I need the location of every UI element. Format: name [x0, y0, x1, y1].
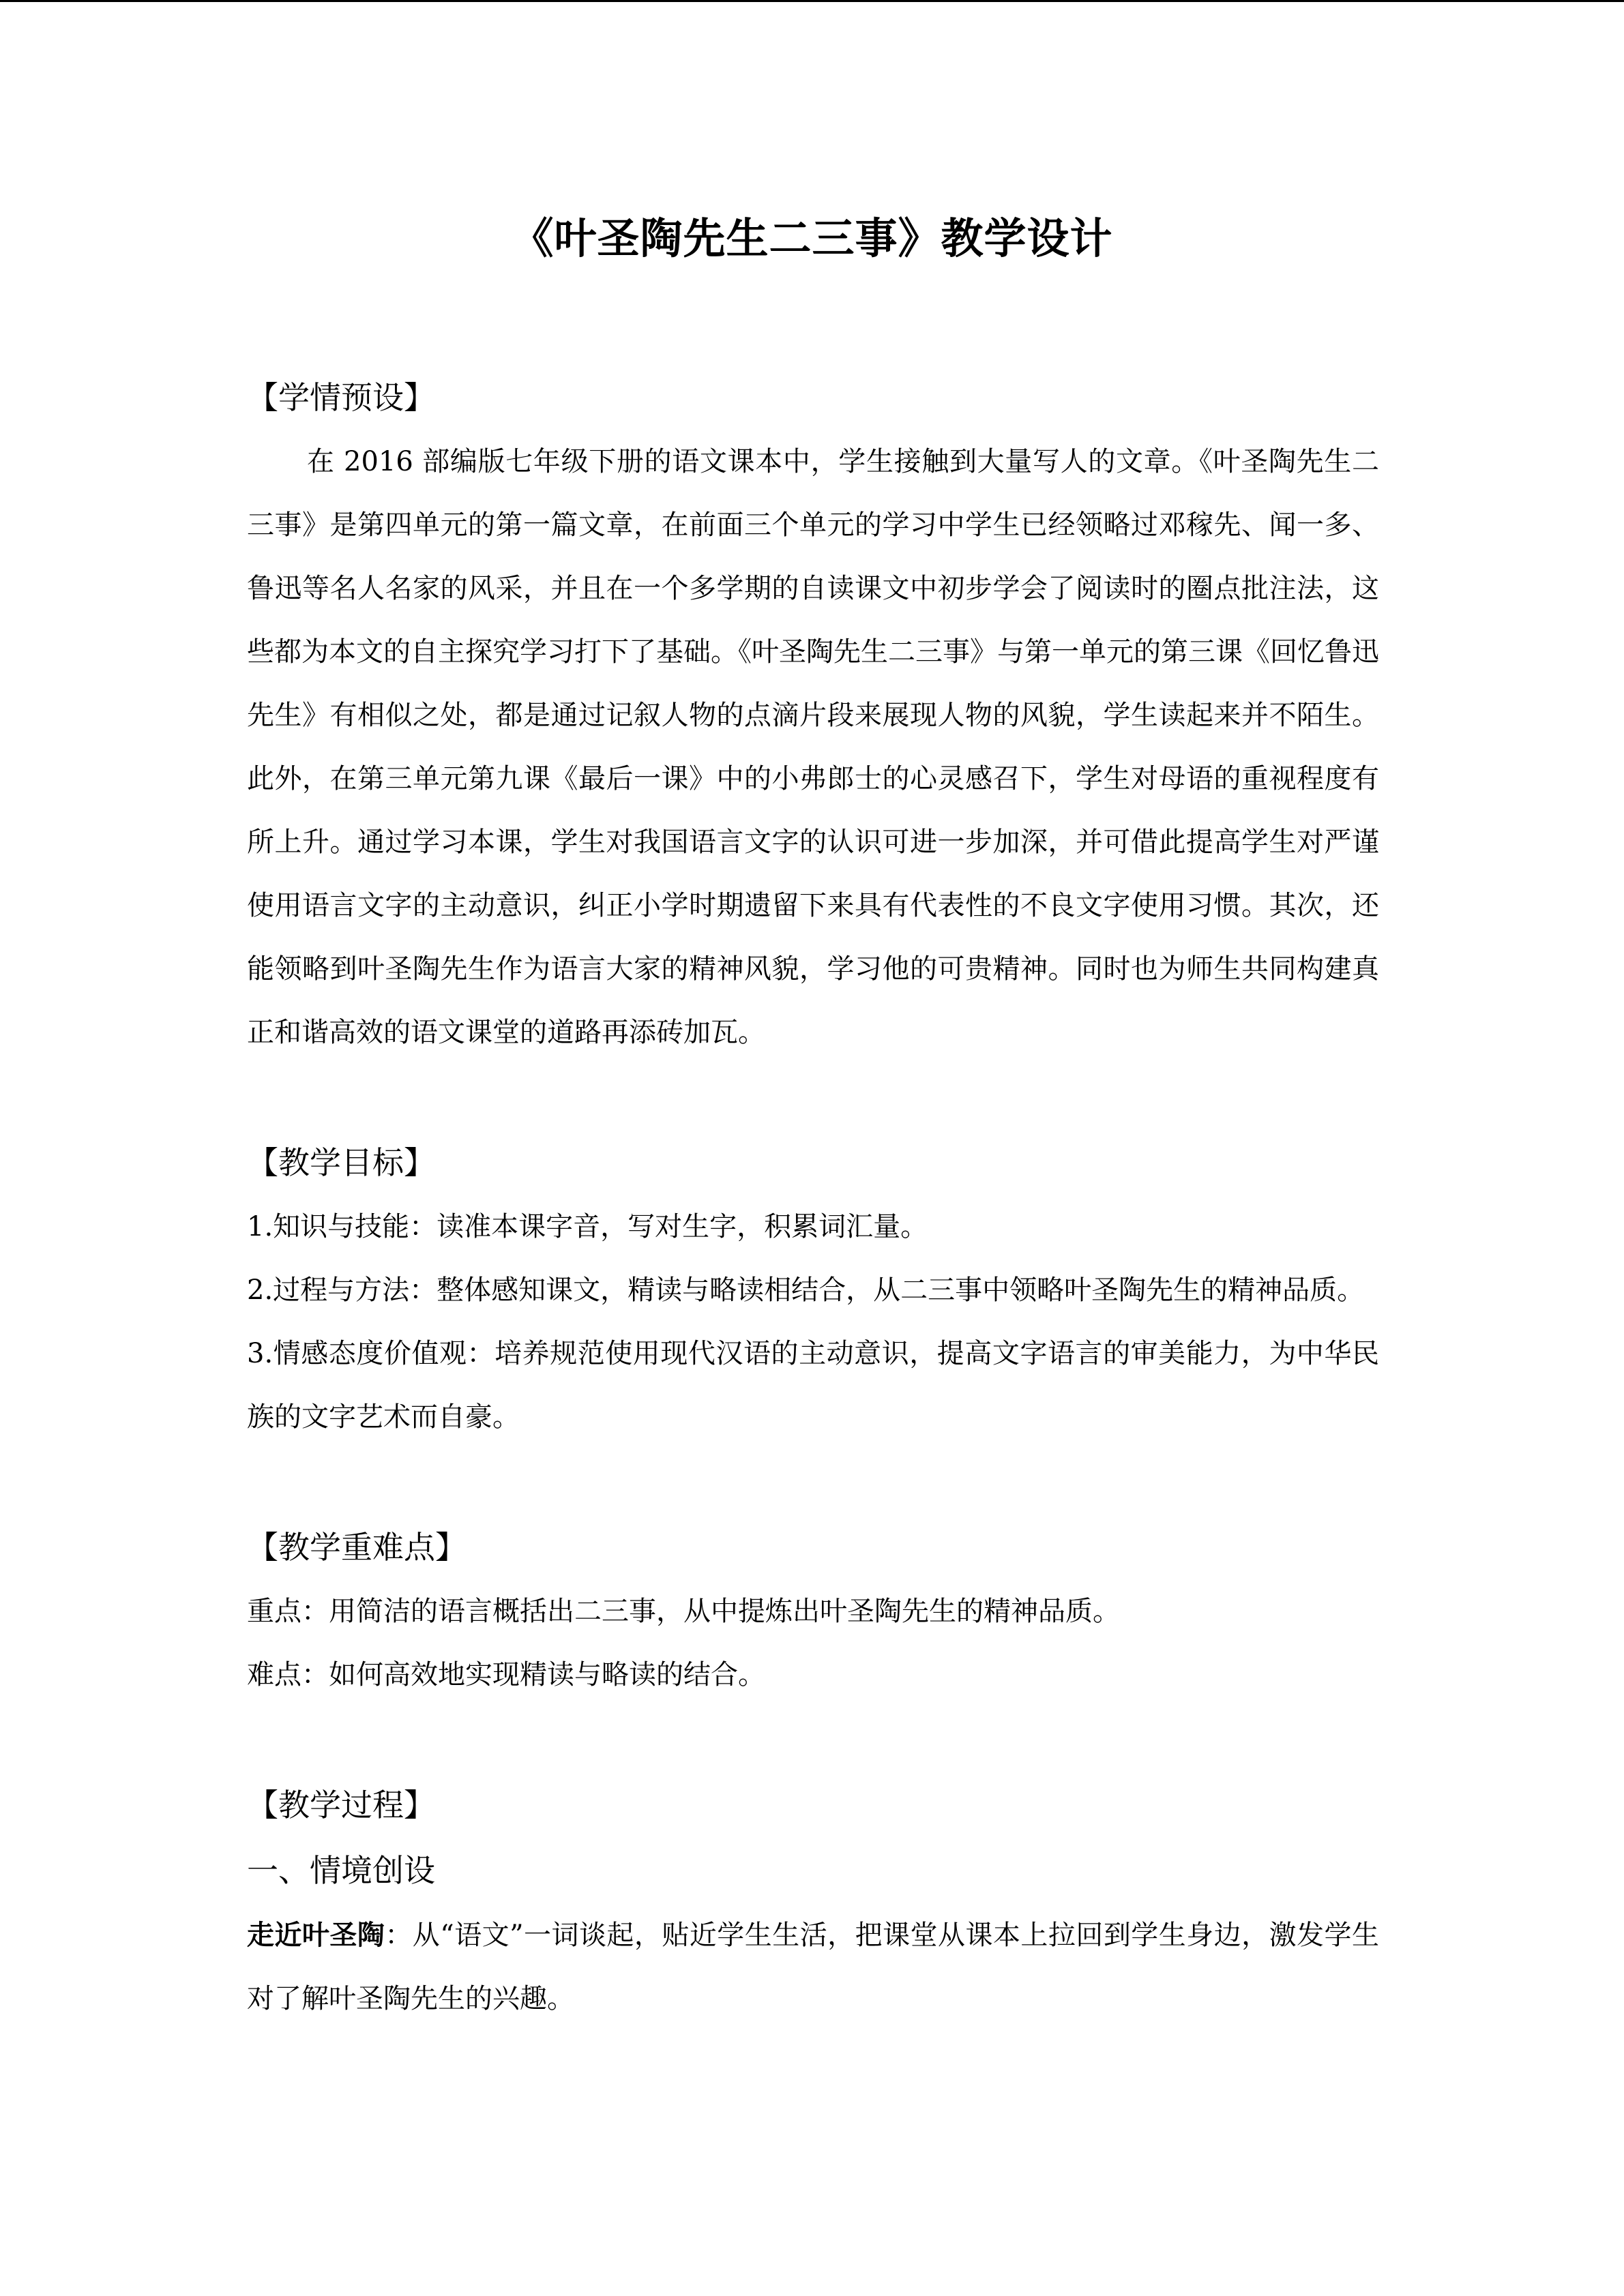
- section-spacer: [247, 1707, 1379, 1772]
- objective-item-2: 2.过程与方法：整体感知课文，精读与略读相结合，从二三事中领略叶圣陶先生的精神品质。: [247, 1274, 1365, 1306]
- process-step-title: 一、情境创设: [247, 1852, 435, 1889]
- section-heading-key-points: 【教学重难点】: [247, 1529, 467, 1566]
- section-heading-student-analysis: 【学情预设】: [247, 379, 435, 416]
- difficult-point-item: 难点：如何高效地实现精读与略读的结合。: [247, 1659, 765, 1690]
- section-spacer: [247, 1449, 1379, 1515]
- document-title: 《叶圣陶先生二三事》教学设计: [511, 213, 1113, 263]
- process-step-paragraph: [247, 1903, 1379, 2031]
- process-step-text: ：从“语文”一词谈起，贴近学生生活，把课堂从课本上拉回到学生身边，激发学生对了解叶圣陶先生的兴趣。: [247, 1920, 1380, 2014]
- objective-item-1: 1.知识与技能：读准本课字音，写对生字，积累词汇量。: [247, 1211, 928, 1242]
- process-step-label: 走近叶圣陶: [247, 1919, 385, 1951]
- key-point-item: 重点：用简洁的语言概括出二三事，从中提炼出叶圣陶先生的精神品质。: [247, 1596, 1120, 1627]
- student-analysis-paragraph: 在 2016 部编版七年级下册的语文课本中，学生接触到大量写人的文章。《叶圣陶先生二三事》是第四单元的第一篇文章，在前面三个单元的学习中学生已经领略过邓稼先、闻一多、鲁迅等名人名家的风采，并且在一个多学期的自读课文中初步学会了阅读时的圈点批注法，这些都为本文的自主探究学习打下了基础。《叶圣陶先生二三事》与第一单元的第三课《回忆鲁迅先生》有相似之处，都是通过记叙人物的点滴片段来展现人物的风貌，学生读起来并不陌生。此外，在第三单元第九课《最后一课》中的小弗郎士的心灵感召下，学生对母语的重视程度有所上升。通过学习本课，学生对我国语言文字的认识可进一步加深，并可借此提高学生对严谨使用语言文字的主动意识，纠正小学时期遗留下来具有代表性的不良文字使用习惯。其次，还能领略到叶圣陶先生作为语言大家的精神风貌，学习他的可贵精神。同时也为师生共同构建真正和谐高效的语文课堂的道路再添砖加瓦。: [247, 446, 1379, 1048]
- section-spacer: [247, 1064, 1379, 1130]
- section-heading-objectives: 【教学目标】: [247, 1144, 435, 1181]
- document-body: [247, 365, 1379, 2031]
- section-heading-process: 【教学过程】: [247, 1787, 435, 1823]
- objective-item-3: 3.情感态度价值观：培养规范使用现代汉语的主动意识，提高文字语言的审美能力，为中华民族的文字艺术而自豪。: [247, 1338, 1379, 1433]
